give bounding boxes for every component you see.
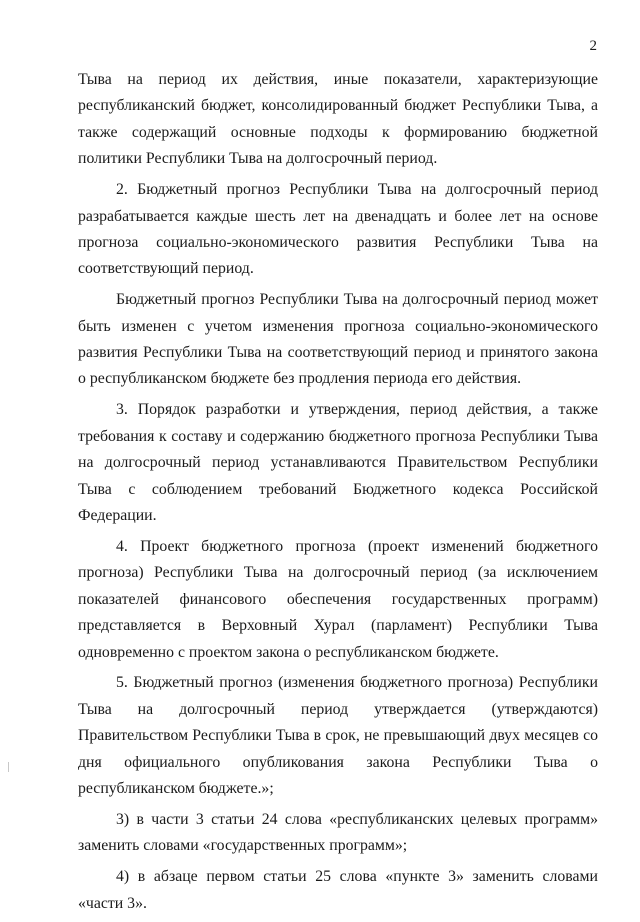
- paragraph-item-2: 2. Бюджетный прогноз Республики Тыва на долгосрочный период разрабатывается каждые шесть лет на двенадцать и более лет на основе прогноза социально-экономического развития Республики Тыва на соответствующий период.: [78, 181, 598, 278]
- scan-margin-mark: [8, 762, 9, 772]
- paragraph-item-3: 3. Порядок разработки и утверждения, период действия, а также требования к составу и содержанию бюджетного прогноза Республики Тыва на долгосрочный период устанавливаются Правительством Республики Тыва с соблюдением требований Бюджетного кодекса Российской Федерации.: [78, 401, 598, 524]
- document-body: [78, 67, 598, 922]
- paragraph-item-5: 5. Бюджетный прогноз (изменения бюджетного прогноза) Республики Тыва на долгосрочный период утверждается (утверждаются) Правительством Республики Тыва в срок, не превышающий двух месяцев со дня официального опубликования закона Республики Тыва о республиканском бюджете.»;: [78, 674, 598, 798]
- page-number: 2: [589, 38, 597, 54]
- paragraph-forecast-change: Бюджетный прогноз Республики Тыва на долгосрочный период может быть изменен с учетом изменения прогноза социально-экономического развития Республики Тыва на соответствующий период и принятого закона о республиканском бюджете без продления периода его действия.: [78, 291, 598, 388]
- paragraph-continuation: Тыва на период их действия, иные показатели, характеризующие республиканский бюджет, консолидированный бюджет Республики Тыва, а также содержащий основные подходы к формированию бюджетной политики Республики Тыва на долгосрочный период.: [78, 71, 598, 168]
- paragraph-amendment-4: 4) в абзаце первом статьи 25 слова «пункте 3» заменить словами «части 3».: [78, 868, 598, 912]
- paragraph-item-4: 4. Проект бюджетного прогноза (проект изменений бюджетного прогноза) Республики Тыва на долгосрочный период (за исключением показателей финансового обеспечения государственных программ) представляется в Верховный Хурал (парламент) Республики Тыва одновременно с проектом закона о республиканском бюджете.: [78, 537, 598, 661]
- paragraph-amendment-3: 3) в части 3 статьи 24 слова «республиканских целевых программ» заменить словами «государственных программ»;: [78, 810, 598, 855]
